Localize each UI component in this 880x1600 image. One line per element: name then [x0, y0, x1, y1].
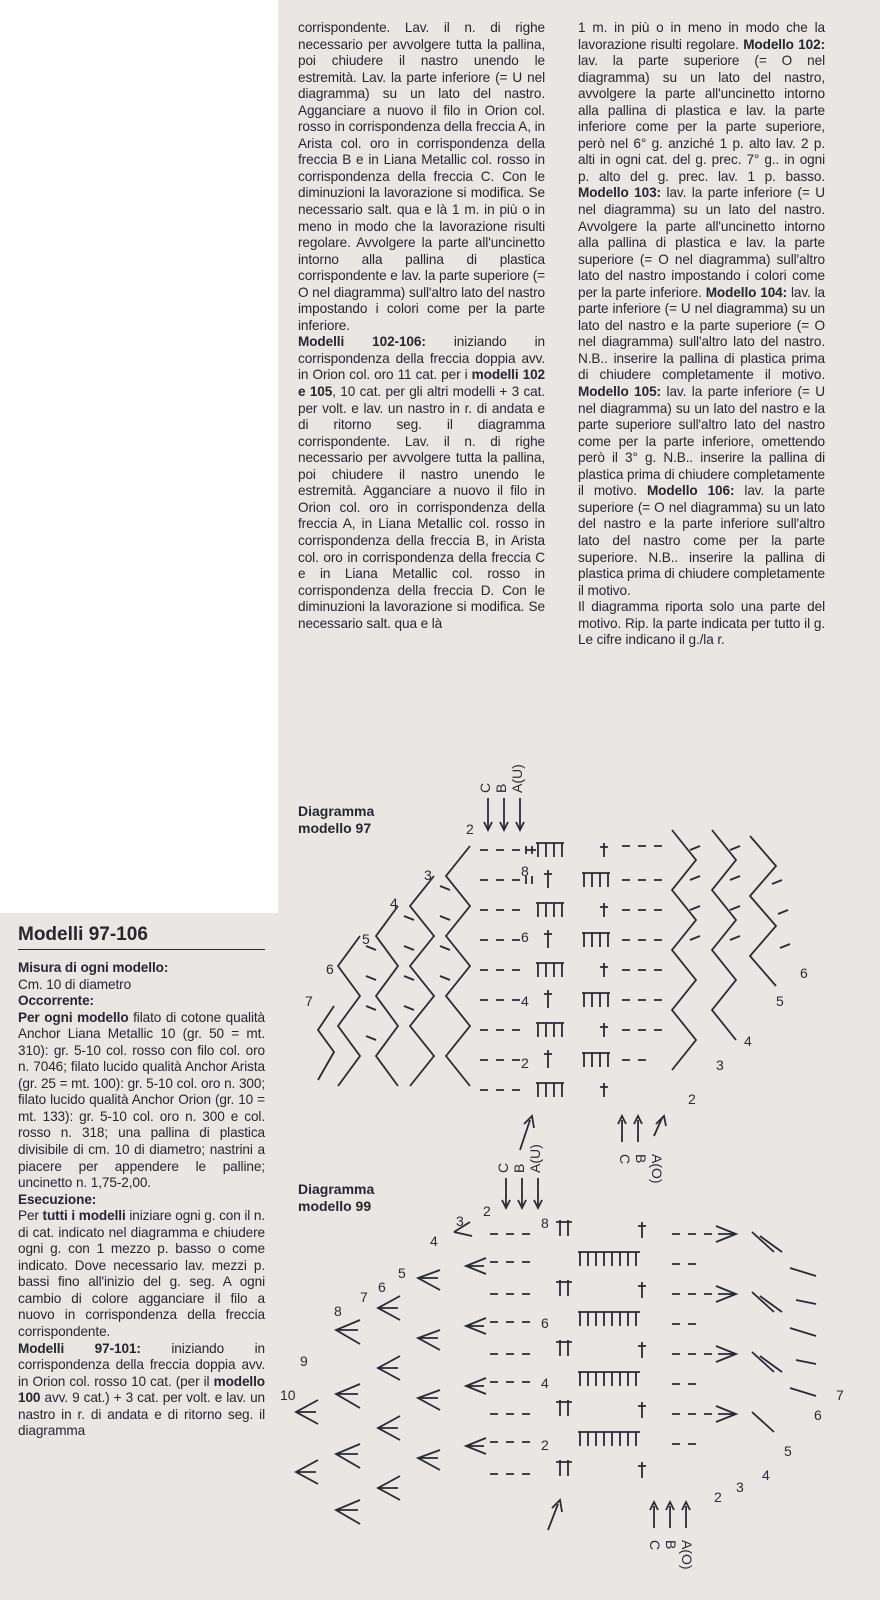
svg-text:A(U): A(U): [509, 764, 525, 793]
esecuzione-label: Esecuzione:: [18, 1191, 97, 1207]
svg-text:C: C: [617, 1154, 633, 1165]
svg-text:5: 5: [776, 993, 784, 1009]
svg-text:4: 4: [521, 993, 529, 1009]
misura-value: Cm. 10 di diametro: [18, 976, 132, 992]
paragraph-occorrente: Per ogni modello filato di cotone qualità Anchor Liana Metallic 10 (gr. 50 = mt. 310): gr. 5-10 col. rosso con filo col. oro n. 7046; filato lucido qualità Anchor Arista (gr. 25 = mt. 100): gr. 5-10 col. oro n. 300; filato lucido qualità Anchor Orion (gr. 10 = mt. 133): gr. 5-10 col. oro n. 300 e col. rosso n. 318; una pallina di plastica divisibile di cm. 10 di diametro; nastrini a piacere per appendere le palline; uncinetto n. 1,75-2,00.: [18, 1009, 266, 1191]
stitch-ticks-right: [690, 846, 790, 948]
svg-text:5: 5: [398, 1265, 406, 1281]
svg-text:6: 6: [800, 965, 808, 981]
center-band-99: [490, 1220, 712, 1478]
svg-text:3: 3: [736, 1479, 744, 1495]
arrow-group-97-bottom: [618, 1116, 666, 1142]
svg-text:6: 6: [814, 1407, 822, 1423]
svg-text:B: B: [633, 1154, 649, 1164]
svg-text:3: 3: [456, 1213, 464, 1229]
svg-text:2: 2: [521, 1055, 529, 1071]
svg-text:5: 5: [362, 931, 370, 947]
svg-text:2: 2: [688, 1091, 696, 1107]
svg-text:5: 5: [784, 1443, 792, 1459]
diagram-99-label: Diagramma modello 99: [298, 1181, 375, 1214]
fan-stitches-left-99: [296, 1222, 486, 1524]
text-column-right: [578, 20, 825, 649]
arrow-group-97-top: [484, 798, 524, 830]
svg-text:C: C: [477, 782, 493, 793]
zigzag-left-5: [318, 1006, 334, 1080]
svg-text:3: 3: [424, 867, 432, 883]
center-band-97: [480, 843, 564, 1097]
svg-text:3: 3: [716, 1057, 724, 1073]
text-column-middle: [298, 20, 545, 632]
svg-text:8: 8: [541, 1215, 549, 1231]
paragraph-modelli-102-106: Modelli 102-106: iniziando in corrispondenza della freccia doppia avv. in Orion col. oro 11 cat. per i modelli 102 e 105, 10 cat. per gli altri modelli + 3 cat. per volt. e lav. un nastro in r. di andata e di ritorno seg. il diagramma corrispondente. Lav. il n. di righe necessario per avvolgere tutta la pallina, poi chiudere il nastro unendo le estremità. Agganciare a nuovo il filo in Orion col. oro in corrispondenza della freccia A, in Liana Metallic col. rosso in corrispondenza della freccia B, in Arista col. oro in corrispondenza della freccia C e in Liana Metallic col. rosso in corrispondenza della freccia D. Con le diminuzioni la lavorazione si modifica. Se necessario salt. qua e là: [298, 334, 545, 631]
misura-label: Misura di ogni modello:: [18, 960, 169, 975]
text-column-left: [18, 923, 265, 1440]
paragraph-esecuzione: Per tutti i modelli iniziare ogni g. con il n. di cat. indicato nel diagramma e chiudere ogni g. con 1 mezzo p. basso o come indicato. Dove necessario lav. mezzi p. bassi fino all'inizio del g. seg. A ogni cambio di colore agganciare il filo a nuovo in corrispondenza della freccia corrispondente.: [18, 1208, 266, 1340]
zigzag-left-2: [410, 876, 434, 1086]
double-arrow-97: [520, 1120, 530, 1150]
svg-text:B: B: [493, 783, 509, 793]
zigzag-left-4: [338, 936, 360, 1086]
svg-text:8: 8: [521, 863, 529, 879]
svg-text:4: 4: [744, 1033, 752, 1049]
svg-text:6: 6: [378, 1279, 386, 1295]
svg-text:7: 7: [360, 1289, 368, 1305]
stitch-ticks-left: [366, 886, 450, 1040]
blank-area: [0, 0, 278, 913]
svg-text:7: 7: [305, 993, 313, 1009]
paragraph-modelli-97-101: Modelli 97-101: iniziando in corrispondenza della freccia doppia avv. in Orion col. rosso 10 cat. (per il modello 100 avv. 9 cat.) + 3 cat. per volt. e lav. un nastro in r. di andata e di ritorno seg. il diagramma: [18, 1340, 266, 1439]
svg-text:2: 2: [466, 821, 474, 837]
svg-text:A(O): A(O): [679, 1540, 695, 1570]
occorrente-label: Occorrente:: [18, 993, 94, 1009]
svg-text:7: 7: [836, 1387, 844, 1403]
fan-stitches-right-99: [716, 1226, 816, 1432]
svg-text:C: C: [647, 1540, 663, 1551]
svg-text:B: B: [663, 1540, 679, 1550]
diagram-97-strokes: [318, 798, 790, 1150]
right-center-band-97: [582, 843, 662, 1097]
arrow-group-99-top: [502, 1178, 542, 1208]
page-title: Modelli 97-106: [18, 923, 265, 950]
svg-text:2: 2: [541, 1437, 549, 1453]
zigzag-left-3: [376, 906, 398, 1086]
svg-text:4: 4: [762, 1467, 770, 1483]
paragraph: corrispondente. Lav. il n. di righe necessario per avvolgere tutta la pallina, poi chiudere il nastro unendo le estremità. Lav. la parte inferiore (= U nel diagramma) su un lato del nastro. Agganciare a nuovo il filo in Orion col. rosso in corrispondenza della freccia A, in Arista col. oro in corrispondenza della freccia B e in Liana Metallic col. rosso in corrispondenza della freccia C. Con le diminuzioni la lavorazione si modifica. Se necessario salt. qua e là 1 m. in più o in meno in modo che la lavorazione risulti regolare. Avvolgere la parte all'uncinetto intorno alla pallina di plastica corrispondente e lav. la parte superiore (= O nel diagramma) sull'altro lato del nastro impostando i colori come per la parte inferiore.: [298, 20, 545, 333]
svg-text:A(U): A(U): [527, 1144, 543, 1173]
zigzag-left-1: [446, 846, 470, 1086]
svg-text:2: 2: [714, 1489, 722, 1505]
svg-text:4: 4: [430, 1233, 438, 1249]
zigzag-right-1: [672, 830, 696, 1070]
zigzag-right-2: [712, 830, 736, 1040]
svg-text:6: 6: [326, 961, 334, 977]
svg-text:C: C: [495, 1162, 511, 1173]
svg-text:2: 2: [483, 1203, 491, 1219]
zigzag-right-3: [750, 836, 776, 986]
paragraph-models: 1 m. in più o in meno in modo che la lavorazione risulti regolare. Modello 102: lav. la parte superiore (= O nel diagramma) su un lato del nastro, avvolgere la parte all'uncinetto intorno alla pallina di plastica e lav. la parte inferiore come per la parte superiore, però nel 6° g. anziché 1 p. alto lav. 2 p. alti in ogni cat. del g. prec. 7° g.. in ogni p. alto del g. prec. lav. 1 p. basso. Modello 103: lav. la parte inferiore (= U nel diagramma) su un lato del nastro. Avvolgere la parte all'uncinetto intorno alla pallina di plastica e lav. la parte superiore (= O nel diagramma) sull'altro lato del nastro impostando i colori come per la parte inferiore. Modello 104: lav. la parte inferiore (= U nel diagramma) su un lato del nastro e la parte superiore (= O nel diagramma) sull'altro lato del nastro. N.B.. inserire la pallina di plastica prima di chiudere completamente il motivo. Modello 105: lav. la parte inferiore (= U nel diagramma) su un lato del nastro e la parte superiore sull'altro lato del nastro come per la parte inferiore, omettendo però il 3° g. N.B.. inserire la pallina di plastica prima di chiudere completamente il motivo. Modello 106: lav. la parte superiore (= O nel diagramma) su un lato del nastro e la parte inferiore sull'altro lato del nastro come per la parte superiore. N.B.. inserire la pallina di plastica prima di chiudere completamente il motivo.: [578, 20, 825, 598]
diagram-97-labels: [305, 764, 808, 1183]
svg-text:6: 6: [541, 1315, 549, 1331]
heading-inline: Modelli 102-106:: [298, 334, 426, 350]
diagram-97-label: Diagramma modello 97: [298, 803, 375, 836]
svg-text:8: 8: [334, 1303, 342, 1319]
svg-text:4: 4: [541, 1375, 549, 1391]
svg-text:9: 9: [300, 1353, 308, 1369]
arrow-group-99-bottom: [650, 1502, 690, 1528]
svg-text:B: B: [511, 1163, 527, 1173]
svg-text:A(O): A(O): [649, 1154, 665, 1184]
paragraph-note: Il diagramma riporta solo una parte del motivo. Rip. la parte indicata per tutto il g. Le cifre indicano il g./la r.: [578, 599, 825, 648]
svg-text:4: 4: [390, 895, 398, 911]
double-arrow-99: [548, 1504, 558, 1530]
diagram-99-strokes: [296, 1178, 816, 1530]
svg-text:10: 10: [280, 1387, 296, 1403]
svg-text:6: 6: [521, 929, 529, 945]
